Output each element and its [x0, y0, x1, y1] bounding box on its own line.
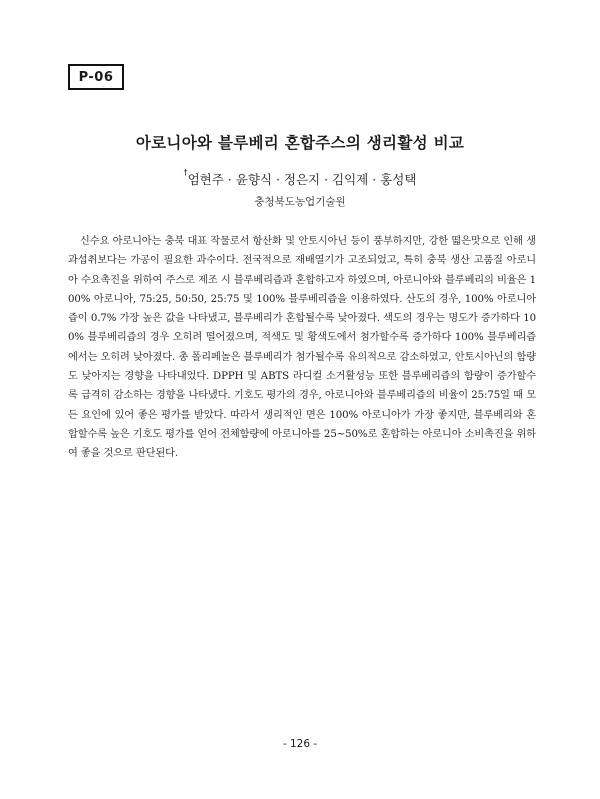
author-names: 엄현주 · 윤향식 · 정은지 · 김익제 · 홍성택: [187, 172, 417, 187]
author-affiliation: 충청북도농업기술원: [254, 196, 346, 208]
author-list: [0, 170, 600, 188]
page-number: - 126 -: [282, 738, 318, 750]
poster-id-badge: P-06: [68, 64, 124, 90]
corresponding-author-mark: †: [183, 168, 188, 177]
paper-title: 아로니아와 블루베리 혼합주스의 생리활성 비교: [135, 134, 465, 152]
abstract-body: 신수요 아로니아는 충북 대표 작물로서 항산화 및 안토시아닌 등이 풍부하지만, 강한 떫은맛으로 인해 생과섭취보다는 가공이 필요한 과수이다. 전국적으로 재배열기가 고조되었고, 특히 충북 생산 고품질 아로니아 수요촉진을 위하여 주스로 제조 시 블루베리즙과 혼합하고자 하였으며, 아로니아와 블루베리의 비율은 100% 아로니아, 75:25, 50:50, 25:75 및 100% 블루베리즙을 이용하였다. 산도의 경우, 100% 아로니아즙이 0.7% 가장 높은 값을 나타냈고, 블루베리가 혼합될수록 낮아졌다. 색도의 경우는 명도가 증가하다 100% 블루베리즙의 경우 오히려 떨어졌으며, 적색도 및 황색도에서 첨가할수록 증가하다 100% 블루베리즙에서는 오히려 낮아졌다. 총 폴리페놀은 블루베리가 첨가될수록 유의적으로 감소하였고, 안토시아닌의 함량도 낮아지는 경향을 나타내었다. DPPH 및 ABTS 라디컬 소거활성능 또한 블루베리즙의 함량이 증가할수록 급격히 감소하는 경향을 나타냈다. 기호도 평가의 경우, 아로니아와 블루베리즙의 비율이 25:75일 때 모든 요인에 있어 좋은 평가를 받았다. 따라서 생리적인 면은 100% 아로니아가 가장 좋지만, 블루베리와 혼합할수록 높은 기호도 평가를 얻어 전체함량에 아로니아를 25~50%로 혼합하는 아로니아 소비촉진을 위하여 좋을 것으로 판단된다.: [68, 236, 536, 460]
